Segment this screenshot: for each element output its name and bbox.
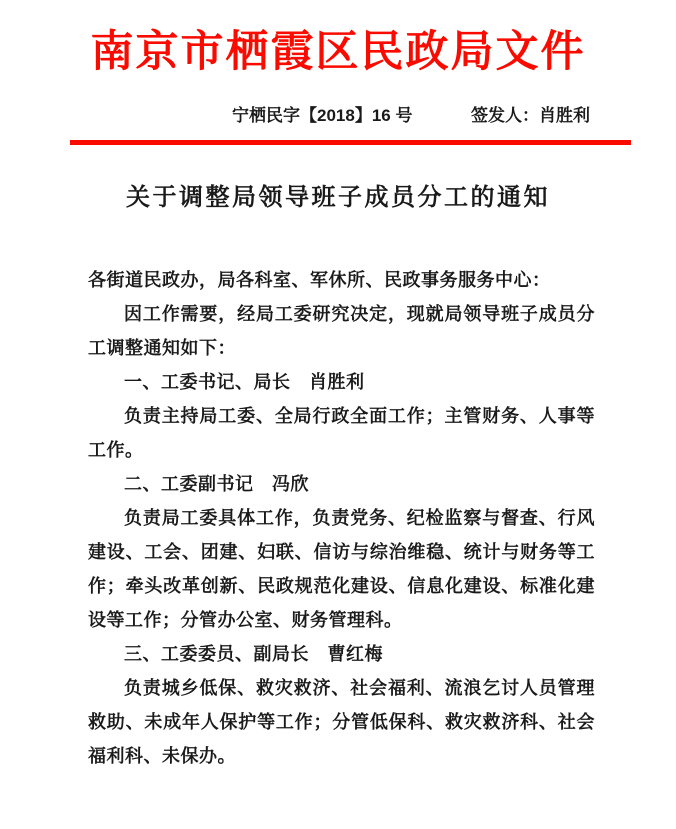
salutation: 各街道民政办，局各科室、军休所、民政事务服务中心：	[88, 270, 551, 290]
doc-number: 宁栖民字【2018】16 号	[232, 106, 413, 125]
section-3-heading: 三、工委委员、副局长 曹红梅	[124, 644, 383, 664]
intro-paragraph: 因工作需要，经局工委研究决定，现就局领导班子成员分工调整通知如下：	[88, 304, 595, 358]
document-title: 关于调整局领导班子成员分工的通知	[126, 184, 550, 211]
section-3-duties: 负责城乡低保、救灾救济、社会福利、流浪乞讨人员管理救助、未成年人保护等工作；分管低保科、救灾救济科、社会福利科、未保办。	[88, 678, 595, 766]
section-2-heading: 二、工委副书记 冯欣	[124, 474, 309, 494]
letterhead	[0, 0, 676, 145]
letterhead-org-title: 南京市栖霞区民政局文件	[90, 28, 586, 76]
issuer-name: 签发人：肖胜利	[471, 106, 590, 125]
red-divider-rule	[70, 140, 631, 145]
section-1-heading: 一、工委书记、局长 肖胜利	[124, 372, 365, 392]
doc-meta-row	[86, 104, 590, 128]
section-2-duties: 负责局工委具体工作，负责党务、纪检监察与督查、行风建设、工会、团建、妇联、信访与综治维稳、统计与财务等工作；牵头改革创新、民政规范化建设、信息化建设、标准化建设等工作；分管办公室、财务管理科。	[88, 508, 595, 630]
document-body	[0, 263, 676, 773]
section-1-duties: 负责主持局工委、全局行政全面工作；主管财务、人事等工作。	[88, 406, 595, 460]
